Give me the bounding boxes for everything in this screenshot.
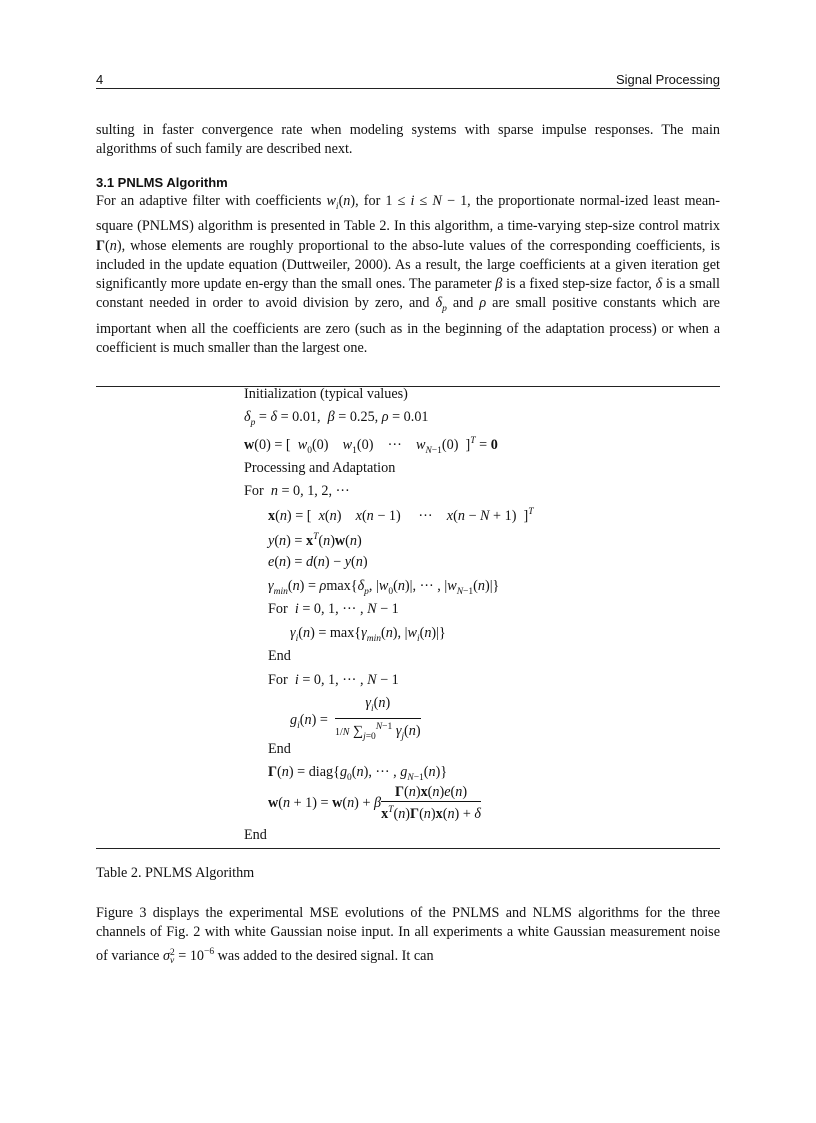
for-n-keyword: For [244,483,264,499]
error-equation: e(n) = d(n) − y(n) [268,554,368,570]
for-i-loop-2: For i = 0, 1, ··· , N − 1 [268,672,399,688]
intro-paragraph: sulting in faster convergence rate when modeling systems with sparse impulse responses. The main algorithms of such family are described next. [96,122,720,158]
table-caption: Table 2. PNLMS Algorithm [96,865,255,881]
table-top-rule [96,386,720,387]
gamma-matrix-equation: $\Gamma(n) = diag\{g_0(n)$, ··· , $g_{N-1}(n)$} [268,764,448,783]
processing-heading: Processing and Adaptation [244,460,396,476]
init-weights-equation: w(0) = [ $w_0(0)$ $w_1(0)$ ··· $w_{N-1}(0) ]^T = 0$ [244,436,498,456]
running-title: Signal Processing [615,72,720,87]
section-heading: 3.1 PNLMS Algorithm [96,175,228,190]
end-outer-loop: End [244,827,267,843]
page-number: 4 [96,72,104,87]
table-bottom-rule [96,848,720,849]
init-params-equation: $\delta_p = \delta = 0.01$, β = 0.25, ρ = 0.01 [244,409,429,428]
diag-operator: diag [308,764,334,780]
for-n-loop: For n = 0, 1, 2, ··· [244,483,350,499]
page-header [96,70,720,88]
output-equation: $y(n) = x^T(n)w(n)$ [268,532,362,549]
init-heading: Initialization (typical values) [244,386,408,402]
body-paragraph-pnlms: For an adaptive filter with coefficients $w_i(n)$, for 1 ≤ i ≤ N − 1, the proportionate normal-ized least mean-square (PNLMS) algorithm is presented in Table 2. In this algorithm, a time-varying step-size control matrix Γ(n), whose elements are roughly proportional to the abso-lute values of the corresponding coefficients, is included in the update equation (Duttweiler, 2000). As a result, the large coefficients at a given iteration get significantly more update en-ergy than the small ones. The parameter β is a fixed step-size factor, δ is a small constant needed in order to avoid division by zero, and $\delta_p$ and ρ are small positive constants which are important when all the coefficients are zero (such as in the beginning of the adaptation process) or when a coefficient is much smaller than the largest one. [96,193,721,357]
weight-update-equation: w(n + 1) = w(n) + β $\frac{\Gamma(n)x(n)e(n)}{x^T(n)\Gamma(n)x(n) + \delta}$ [268,784,481,822]
gamma-min-equation: $\gamma_{min}(n) = \rho\max\{\delta_p$, $|w_0(n)|$, ··· , $|w_{N-1}(n)|$} [268,578,500,597]
max-operator: max [326,578,351,594]
end-inner-loop-1: End [268,648,291,664]
for-i-loop-1: For i = 0, 1, ··· , N − 1 [268,601,399,617]
end-inner-loop-2: End [268,741,291,757]
header-rule [96,88,720,89]
gain-equation: $g_i(n)$ = $\frac{\gamma_i(n)}{1/N \sum_{j=0}^{N-1} \gamma_j(n)}$ [290,695,421,742]
for-i-keyword-2: For [268,672,288,688]
gamma-i-equation: $\gamma_i(n) = \max\{\gamma_{min}(n)$, $|w_i(n)|$} [290,625,446,644]
for-i-keyword-1: For [268,601,288,617]
input-vector-equation: x(n) = [ x(n) x(n − 1) ··· x(n − N + 1) ]$^T$ [268,507,534,524]
body-paragraph-figure3: Figure 3 displays the experimental MSE evolutions of the PNLMS and NLMS algorithms for the three channels of Fig. 2 with white Gaussian noise input. In all experiments a white Gaussian measurement noise of variance σ 2 v = $10^{-6}$ was added to the desired signal. It can [96,905,720,966]
